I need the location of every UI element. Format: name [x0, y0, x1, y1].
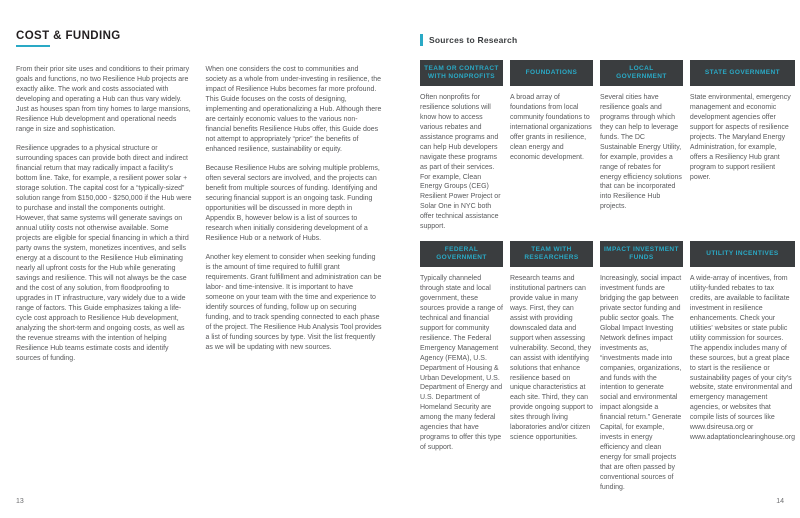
- card-header: FEDERAL GOVERNMENT: [420, 241, 503, 267]
- card-header: FOUNDATIONS: [510, 60, 593, 86]
- body-paragraph: Because Resilience Hubs are solving multiple problems, often several sectors are involved, and the projects can benefit from multiple sources of funding. Identifying and securing financial support is an ongoing task. Funding opportunities will be discussed in more depth in Appendix B, however below is a list of sources to research when initially considering development of a Resilience Hub or a network of Hubs.: [205, 165, 380, 242]
- cards-grid: [420, 60, 795, 493]
- card-body: Several cities have resilience goals and programs through which they can help to leverage funds. The DC Sustainable Energy Utility, for example, provides a range of rebates for energy efficiency solutions that can be incorporated into Resilience Hub projects.: [599, 94, 682, 211]
- body-paragraph: From their prior site uses and conditions to their primary goals and functions, no two Resilience Hub projects are exactly alike. The work and costs associated with developing and operating a Hub can thus vary widely. Just as houses span from tiny homes to large mansions, Resilience Hub development and operational needs range in size and sophistication.: [16, 66, 191, 133]
- page-title: COST & FUNDING: [16, 30, 121, 42]
- card-body: Increasingly, social impact investment funds are bridging the gap between private sector funding and public sector goals. The Global Impact Investing Network defines impact investments as, “investments made into companies, organizations, and funds with the intention to generate social and environmental impact alongside a financial return.” Generate Capital, for example, invests in energy efficiency and clean energy for small projects that are often passed by conventional sources of funding.: [599, 275, 682, 491]
- funding-source-card: [420, 241, 503, 493]
- card-header: UTILITY INCENTIVES: [690, 241, 795, 267]
- body-columns: [16, 65, 382, 373]
- card-body: A wide-array of incentives, from utility-funded rebates to tax credits, are available to facilitate investment in resilience enhancements. Check your utilities' websites or state public utility commission for sources. The appendix includes many of these sources, but a great place to start is the resilience or sustainability pages of your city's website, state environmental and emergency management agencies, or websites that compile lists of sources like www.dsireusa.org or www.adaptationclearinghouse.org: [689, 275, 795, 442]
- funding-source-card: [510, 60, 593, 232]
- section-title: Sources to Research: [429, 34, 518, 45]
- page-number-right: 14: [776, 498, 784, 505]
- funding-source-card: [600, 241, 683, 493]
- funding-source-card: [600, 60, 683, 232]
- section-header: [420, 33, 795, 46]
- card-body: State environmental, emergency management and economic development agencies offer support for aspects of resilience projects. The Maryland Energy Administration, for example, offers a Resiliency Hub grant program to support resilient power.: [689, 94, 791, 181]
- page-number-left: 13: [16, 498, 24, 505]
- card-body: A broad array of foundations from local community foundations to international organizations offer grants in resilience, clean energy and economic development.: [509, 94, 592, 161]
- card-header: IMPACT INVESTMENT FUNDS: [600, 241, 683, 267]
- card-header: STATE GOVERNMENT: [690, 60, 795, 86]
- page-right: [400, 0, 800, 518]
- title-underline: [16, 45, 50, 47]
- accent-bar: [420, 34, 423, 46]
- funding-source-card: [420, 60, 503, 232]
- funding-source-card: [510, 241, 593, 493]
- card-header: TEAM OR CONTRACT WITH NONPROFITS: [420, 60, 503, 86]
- funding-source-card: [690, 60, 795, 232]
- card-body: Typically channeled through state and local government, these sources provide a range of technical and financial support for community resilience. The Federal Emergency Management Agency (FEMA), U.S. Department of Housing & Urban Development, U.S. Department of Energy and U.S. Department of Homeland Security are among the many federal agencies that have programs to offer this type of support.: [420, 275, 503, 452]
- body-paragraph: Resilience upgrades to a physical structure or surrounding spaces can provide both direct and indirect financial return that may radically impact a facility's bottom line. Take, for example, a resilient power solar + storage solution. The capital cost for a “typically-sized” solution range from $150,000 - $250,000 if the Hub were to purchase and install the components outright. However, that same systems will generate savings on annual utility costs not otherwise available. Some projects are eligible for special financing in which a third party owns the system, monetizes incentives, and sells energy at a discount to the Resilience Hub eliminating nearly all upfront costs for the Hub while generating savings and resilience. This will not always be the case and the cost of any solution, from floodproofing to upgrades in IT infrastructure, vary widely due to a wide range of factors. This Guide emphasizes taking a life-cycle cost approach to Resilience Hub development, analyzing the short-term and ongoing costs, as well as the revenue streams with the intention of helping Resilience Hub teams estimate costs and identify sources of funding.: [16, 145, 192, 362]
- card-body: Often nonprofits for resilience solutions will know how to access various rebates and assistance programs and can help Hub developers navigate these programs as part of their services. For example, Clean Energy Groups (CEG) Resilient Power Project or Solar One in NYC both offer technical assistance support.: [420, 94, 501, 231]
- body-paragraph: Another key element to consider when seeking funding is the amount of time required to fulfill grant requirements. Grant fulfillment and administration can be labor- and time-intensive. It is important to have someone on your team with the time and experience to identify sources of funding, follow up on securing funding, and to track spending connected to each phase of the project. The Resilience Hub Analysis Tool provides a list of funding sources by type. Visit the list frequently as we will be updating with new sources.: [205, 254, 382, 351]
- funding-source-card: [690, 241, 795, 493]
- right-text-column: [206, 65, 383, 373]
- card-header: LOCAL GOVERNMENT: [600, 60, 683, 86]
- body-paragraph: When one considers the cost to communities and society as a whole from under-investing in resilience, the impact of Resilience Hubs becomes far more profound. This Guide focuses on the costs of designing, implementing and operationalizing a Hub. Although there are certainly economic values to the various non-financial benefits Resilience Hubs offer, this Guide does not attempt to appropriately “price” the benefits of enhanced resilience, sustainability or equity.: [205, 66, 382, 153]
- card-body: Research teams and institutional partners can provide value in many ways. First, they can assist with providing downscaled data and support when assessing vulnerability. Second, they can assist with identifying solutions that enhance resilience based on unique characteristics at each site. Third, they can provide ongoing support to sites through living laboratories and/or citizen science opportunities.: [509, 275, 593, 442]
- card-header: TEAM WITH RESEARCHERS: [510, 241, 593, 267]
- left-text-column: [16, 65, 193, 373]
